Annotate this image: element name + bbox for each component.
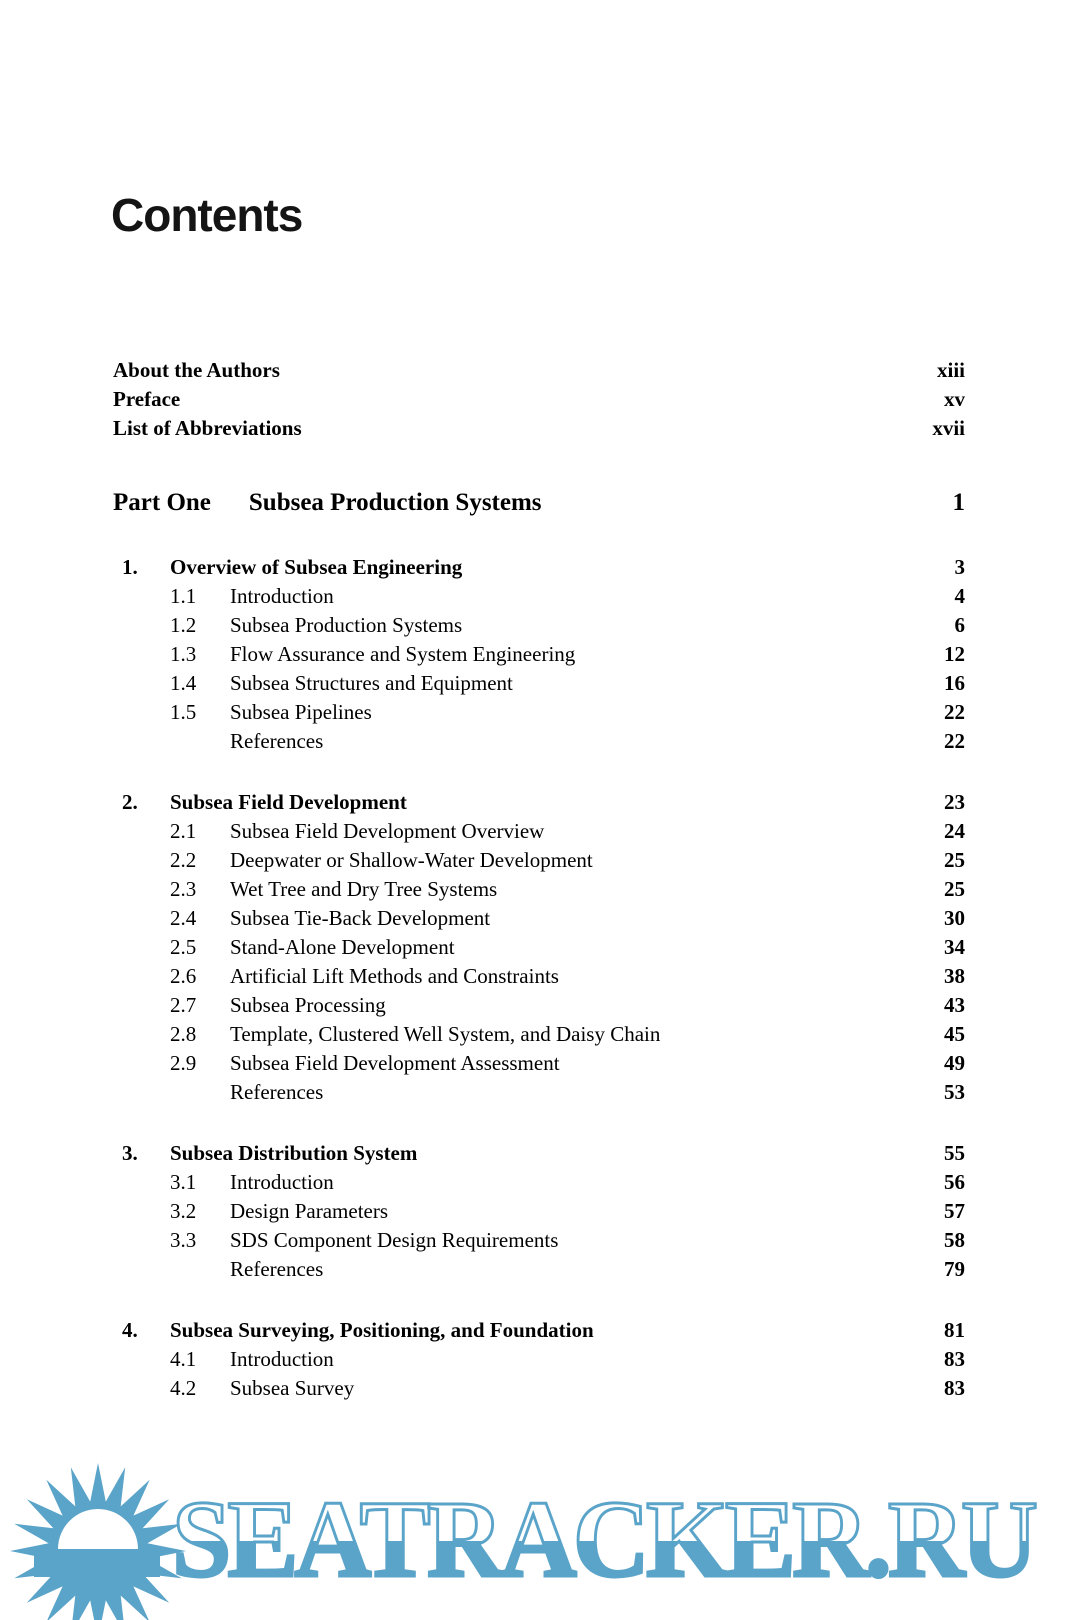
toc-section-row bbox=[113, 1020, 965, 1049]
chapter-title: Subsea Surveying, Positioning, and Foundation bbox=[170, 1318, 594, 1342]
chapter-number: 1. bbox=[122, 555, 138, 579]
section-title: Subsea Field Development Overview bbox=[230, 819, 545, 843]
section-number: 1.2 bbox=[170, 613, 197, 637]
section-number: 3.3 bbox=[170, 1228, 197, 1252]
entry-page: xvii bbox=[932, 416, 965, 440]
front-matter-entry bbox=[113, 414, 965, 443]
section-title: References bbox=[230, 1080, 324, 1104]
chapter-title: Subsea Distribution System bbox=[170, 1141, 418, 1165]
chapter-page: 55 bbox=[944, 1141, 965, 1165]
section-title: Wet Tree and Dry Tree Systems bbox=[230, 877, 498, 901]
chapter-page: 3 bbox=[954, 555, 965, 579]
chapter-title: Overview of Subsea Engineering bbox=[170, 555, 463, 579]
chapter-heading bbox=[113, 788, 965, 817]
toc-section-row bbox=[113, 1078, 965, 1107]
section-page: 30 bbox=[944, 906, 965, 930]
section-title: Artificial Lift Methods and Constraints bbox=[230, 964, 559, 988]
section-title: Subsea Processing bbox=[230, 993, 386, 1017]
section-page: 57 bbox=[944, 1199, 965, 1223]
table-of-contents bbox=[113, 356, 965, 1403]
section-page: 56 bbox=[944, 1170, 965, 1194]
section-page: 24 bbox=[944, 819, 965, 843]
section-title: Subsea Pipelines bbox=[230, 700, 372, 724]
section-number: 2.5 bbox=[170, 935, 197, 959]
toc-section-row bbox=[113, 875, 965, 904]
chapter-block bbox=[113, 553, 965, 756]
section-title: Subsea Survey bbox=[230, 1376, 355, 1400]
chapter-page: 23 bbox=[944, 790, 965, 814]
watermark bbox=[0, 1420, 1080, 1620]
section-number: 2.2 bbox=[170, 848, 197, 872]
toc-section-row bbox=[113, 817, 965, 846]
toc-section-row bbox=[113, 1197, 965, 1226]
toc-section-row bbox=[113, 846, 965, 875]
section-number: 2.6 bbox=[170, 964, 197, 988]
section-number: 1.4 bbox=[170, 671, 197, 695]
chapter-title: Subsea Field Development bbox=[170, 790, 407, 814]
toc-section-row bbox=[113, 1168, 965, 1197]
toc-section-row bbox=[113, 1226, 965, 1255]
section-number: 4.2 bbox=[170, 1376, 197, 1400]
part-label: Part One bbox=[113, 489, 211, 516]
chapter-block bbox=[113, 788, 965, 1107]
section-page: 83 bbox=[944, 1347, 965, 1371]
chapter-number: 2. bbox=[122, 790, 138, 814]
section-number: 2.9 bbox=[170, 1051, 197, 1075]
toc-section-row bbox=[113, 669, 965, 698]
section-title: Flow Assurance and System Engineering bbox=[230, 642, 576, 666]
section-number: 1.5 bbox=[170, 700, 197, 724]
section-page: 45 bbox=[944, 1022, 965, 1046]
section-title: Introduction bbox=[230, 1347, 334, 1371]
entry-page: xv bbox=[944, 387, 965, 411]
section-page: 22 bbox=[944, 729, 965, 753]
section-number: 2.8 bbox=[170, 1022, 197, 1046]
chapter-block bbox=[113, 1316, 965, 1403]
sun-icon bbox=[10, 1463, 186, 1620]
section-number: 2.3 bbox=[170, 877, 197, 901]
section-title: Template, Clustered Well System, and Daisy Chain bbox=[230, 1022, 661, 1046]
chapter-number: 3. bbox=[122, 1141, 138, 1165]
section-number: 3.1 bbox=[170, 1170, 197, 1194]
section-title: Design Parameters bbox=[230, 1199, 389, 1223]
toc-section-row bbox=[113, 933, 965, 962]
page-title: Contents bbox=[111, 189, 303, 241]
section-page: 83 bbox=[944, 1376, 965, 1400]
section-page: 58 bbox=[944, 1228, 965, 1252]
toc-section-row bbox=[113, 727, 965, 756]
toc-section-row bbox=[113, 698, 965, 727]
section-title: SDS Component Design Requirements bbox=[230, 1228, 559, 1252]
toc-section-row bbox=[113, 904, 965, 933]
section-number: 1.1 bbox=[170, 584, 197, 608]
section-title: Subsea Field Development Assessment bbox=[230, 1051, 560, 1075]
section-page: 12 bbox=[944, 642, 965, 666]
part-heading bbox=[113, 485, 965, 521]
toc-section-row bbox=[113, 1049, 965, 1078]
entry-page: xiii bbox=[936, 358, 965, 382]
section-page: 22 bbox=[944, 700, 965, 724]
toc-section-row bbox=[113, 991, 965, 1020]
entry-label: List of Abbreviations bbox=[113, 416, 302, 440]
chapter-number: 4. bbox=[122, 1318, 138, 1342]
section-page: 53 bbox=[944, 1080, 965, 1104]
section-page: 79 bbox=[944, 1257, 965, 1281]
section-page: 6 bbox=[954, 613, 965, 637]
front-matter-entry bbox=[113, 385, 965, 414]
section-title: Introduction bbox=[230, 1170, 334, 1194]
part-page: 1 bbox=[952, 489, 965, 516]
toc-section-row bbox=[113, 582, 965, 611]
toc-section-row bbox=[113, 611, 965, 640]
toc-section-row bbox=[113, 1255, 965, 1284]
entry-label: Preface bbox=[113, 387, 181, 411]
section-number: 4.1 bbox=[170, 1347, 197, 1371]
section-page: 25 bbox=[944, 877, 965, 901]
section-title: Subsea Structures and Equipment bbox=[230, 671, 513, 695]
section-title: Stand-Alone Development bbox=[230, 935, 455, 959]
watermark-text: SEATRACKER.RU bbox=[172, 1478, 1036, 1600]
section-number: 2.1 bbox=[170, 819, 197, 843]
toc-section-row bbox=[113, 640, 965, 669]
section-title: Deepwater or Shallow-Water Development bbox=[230, 848, 593, 872]
section-title: Subsea Tie-Back Development bbox=[230, 906, 491, 930]
section-title: References bbox=[230, 1257, 324, 1281]
section-number: 2.7 bbox=[170, 993, 197, 1017]
section-page: 4 bbox=[954, 584, 965, 608]
chapter-heading bbox=[113, 553, 965, 582]
toc-section-row bbox=[113, 962, 965, 991]
section-page: 49 bbox=[944, 1051, 965, 1075]
section-number: 2.4 bbox=[170, 906, 197, 930]
toc-section-row bbox=[113, 1374, 965, 1403]
section-number: 1.3 bbox=[170, 642, 197, 666]
section-title: References bbox=[230, 729, 324, 753]
front-matter-list bbox=[113, 356, 965, 443]
section-page: 38 bbox=[944, 964, 965, 988]
section-page: 16 bbox=[944, 671, 965, 695]
section-title: Subsea Production Systems bbox=[230, 613, 463, 637]
section-page: 34 bbox=[944, 935, 965, 959]
section-title: Introduction bbox=[230, 584, 334, 608]
chapter-heading bbox=[113, 1139, 965, 1168]
part-title: Subsea Production Systems bbox=[248, 489, 542, 516]
section-page: 25 bbox=[944, 848, 965, 872]
chapter-page: 81 bbox=[944, 1318, 965, 1342]
chapter-block bbox=[113, 1139, 965, 1284]
chapter-heading bbox=[113, 1316, 965, 1345]
section-page: 43 bbox=[944, 993, 965, 1017]
section-number: 3.2 bbox=[170, 1199, 197, 1223]
toc-section-row bbox=[113, 1345, 965, 1374]
front-matter-entry bbox=[113, 356, 965, 385]
entry-label: About the Authors bbox=[113, 358, 280, 382]
